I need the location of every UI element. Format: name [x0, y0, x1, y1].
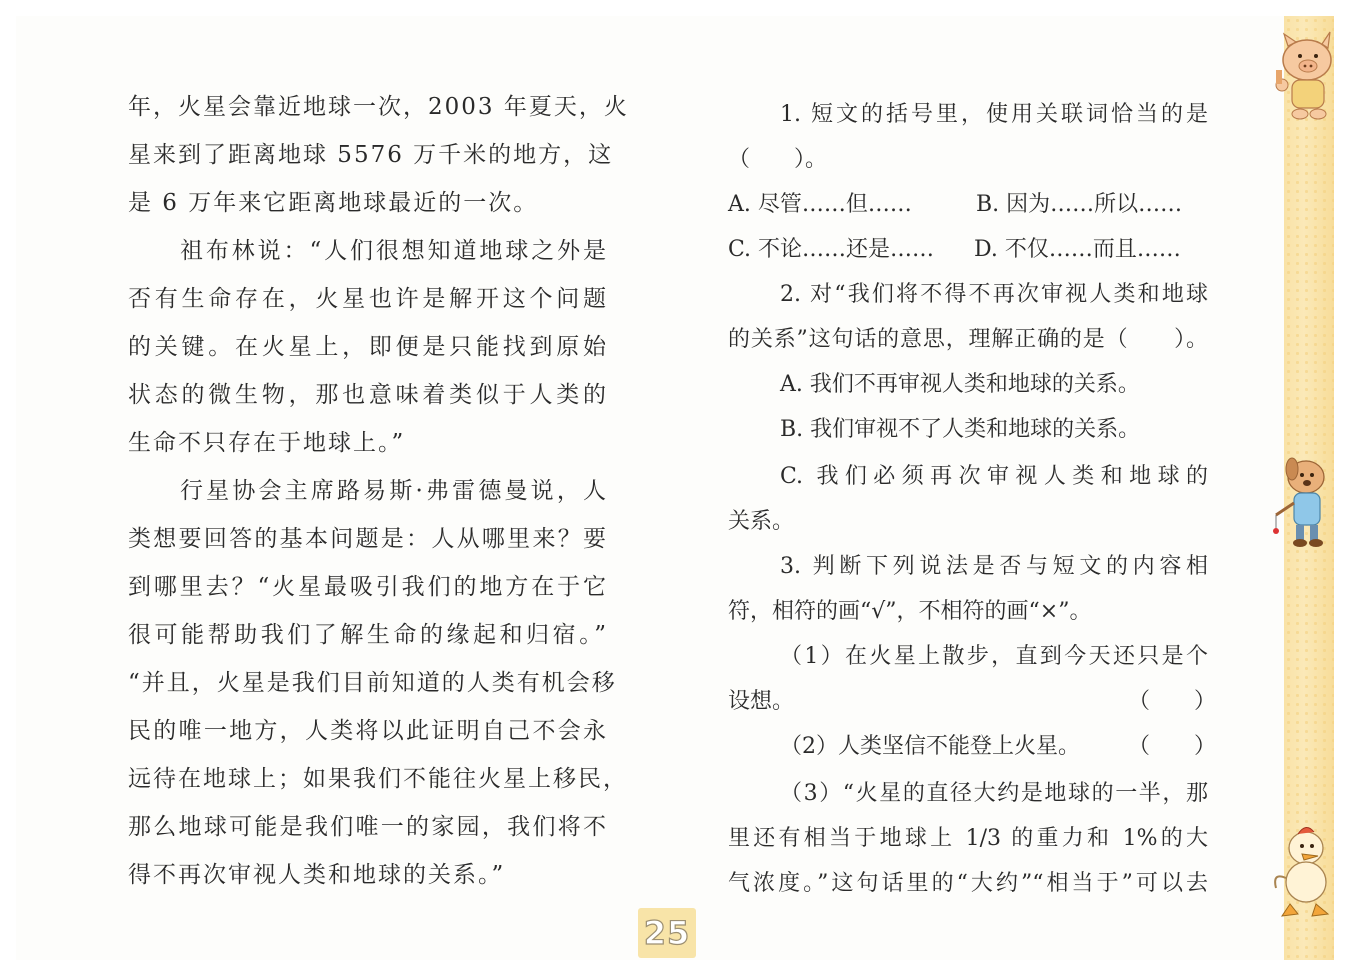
answer-blank: （ ） — [1128, 734, 1217, 759]
text-line: 到哪里去？“火星最吸引我们的地方在于它 — [128, 574, 608, 600]
statement-1-cont: 设想。 — [728, 689, 795, 714]
statement-3: （3）“火星的直径大约是地球的一半，那 — [780, 781, 1208, 806]
option-b: B. 我们审视不了人类和地球的关系。 — [780, 417, 1141, 442]
question-3-stem: 3. 判断下列说法是否与短文的内容相 — [780, 554, 1208, 579]
text-line: 否有生命存在，火星也许是解开这个问题 — [128, 286, 608, 312]
option-c-cont: 关系。 — [728, 509, 795, 534]
option-c: C. 我们必须再次审视人类和地球的 — [780, 464, 1208, 489]
cartoon-duck-icon — [1262, 822, 1340, 922]
text-line: 类想要回答的基本问题是：人从哪里来？要 — [128, 526, 608, 552]
cartoon-pig-icon — [1262, 30, 1342, 125]
text-line: 那么地球可能是我们唯一的家园，我们将不 — [128, 814, 608, 840]
option-a: A. 尽管……但…… — [728, 192, 912, 217]
answer-blank: （ ） — [1128, 689, 1217, 714]
question-2-stem: 2. 对“我们将不得不再次审视人类和地球 — [780, 282, 1208, 307]
statement-1: （1）在火星上散步，直到今天还只是个 — [780, 644, 1208, 669]
question-1-stem: 1. 短文的括号里，使用关联词恰当的是 — [780, 102, 1208, 127]
cartoon-dog-icon — [1266, 455, 1338, 550]
text-line: “并且，火星是我们目前知道的人类有机会移 — [128, 670, 617, 696]
text-line: 状态的微生物，那也意味着类似于人类的 — [128, 382, 608, 408]
option-d: D. 不仅……而且…… — [974, 237, 1181, 262]
text-line: 年，火星会靠近地球一次，2003 年夏天，火 — [128, 94, 629, 120]
text-line: 行星协会主席路易斯·弗雷德曼说，人 — [180, 478, 608, 504]
page-number-badge — [638, 908, 696, 958]
text-line: 生命不只存在于地球上。” — [128, 430, 406, 456]
option-b: B. 因为……所以…… — [976, 192, 1183, 217]
statement-2: （2）人类坚信不能登上火星。 — [780, 734, 1080, 759]
text-line: 很可能帮助我们了解生命的缘起和归宿。” — [128, 622, 608, 648]
text-line: 远待在地球上；如果我们不能往火星上移民， — [128, 766, 628, 792]
statement-3-cont: 里还有相当于地球上 1/3 的重力和 1%的大 — [728, 826, 1208, 851]
text-line: 的关键。在火星上，即便是只能找到原始 — [128, 334, 608, 360]
option-a: A. 我们不再审视人类和地球的关系。 — [780, 372, 1140, 397]
question-2-stem-cont: 的关系”这句话的意思，理解正确的是（ ）。 — [728, 327, 1208, 352]
text-line: 得不再次审视人类和地球的关系。” — [128, 862, 506, 888]
text-line: 祖布林说：“人们很想知道地球之外是 — [180, 238, 608, 264]
text-line: 是 6 万年来它距离地球最近的一次。 — [128, 190, 539, 216]
question-3-stem-cont: 符，相符的画“√”，不相符的画“×”。 — [728, 599, 1092, 624]
text-line: 星来到了距离地球 5576 万千米的地方，这 — [128, 142, 614, 168]
statement-3-cont: 气浓度。”这句话里的“大约”“相当于”可以去 — [728, 871, 1208, 896]
page-number: 25 — [643, 914, 691, 952]
text-line: 民的唯一地方，人类将以此证明自己不会永 — [128, 718, 608, 744]
option-c: C. 不论……还是…… — [728, 237, 935, 262]
answer-blank: （ ）。 — [728, 147, 828, 172]
